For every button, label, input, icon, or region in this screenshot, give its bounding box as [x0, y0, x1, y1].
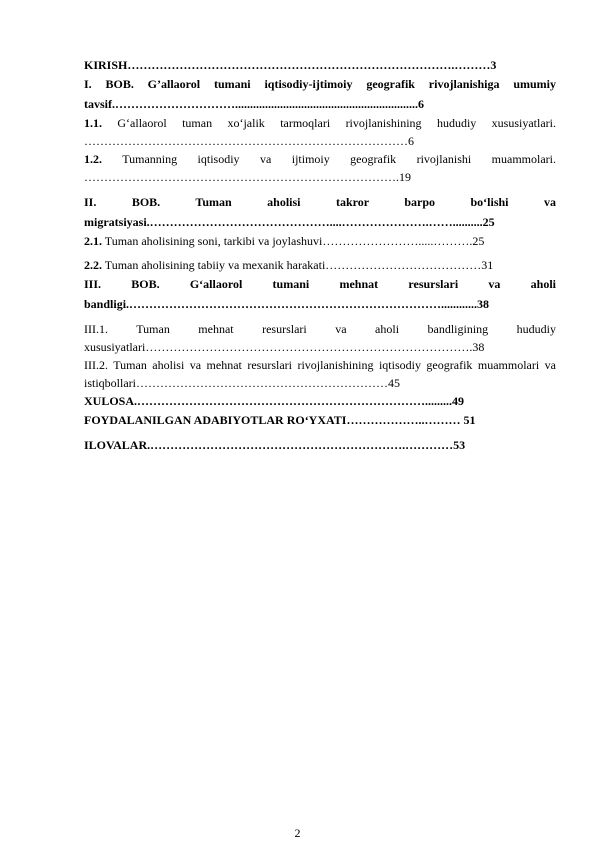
section-number: 2.1.	[84, 234, 102, 248]
toc-entry-chapter-2: II. BOB. Tuman aholisi takror barpo bo‘lishi va migratsiyasi.………………………………………....………………….……..........25	[84, 195, 556, 229]
toc-entry-section-3-1: III.1. Tuman mehnat resurslari va aholi bandligining hududiy xususiyatlari……………………………………………………………………….38	[84, 322, 556, 354]
toc-entry-chapter-1: I. BOB. G’allaorol tumani iqtisodiy-ijtimoiy geografik rivojlanishiga umumiy tavsif.………………………….............................................................6	[84, 77, 556, 111]
page-number: 2	[294, 826, 301, 840]
toc-entry-kirish: KIRISH……………………………………………………………………….………3	[84, 58, 497, 72]
toc-entry-xulosa: XULOSA.……………………………………………………………….........49	[84, 394, 465, 408]
toc-entry-section-1-1: 1.1. G‘allaorol tuman xo‘jalik tarmoqlari rivojlanishining hududiy xususiyatlari. ………………………………………………………………………6	[84, 116, 556, 148]
section-number: 1.2.	[84, 152, 102, 166]
table-of-contents	[84, 56, 556, 454]
toc-entry-section-1-2: 1.2. Tumanning iqtisodiy va ijtimoiy geografik rivojlanishi muammolari. …………………………………………………………………….19	[84, 152, 556, 184]
toc-entry-section-3-2: III.2. Tuman aholisi va mehnat resurslari rivojlanishining iqtisodiy geografik muammolari va istiqbollari………………………………………………………45	[84, 358, 556, 390]
toc-entry-section-2-1: 2.1. Tuman aholisining soni, tarkibi va joylashuvi…………………….....……….25	[84, 234, 485, 248]
toc-entry-bibliography: FOYDALANILGAN ADABIYOTLAR RO‘YXATI………………..……… 51	[84, 413, 476, 427]
toc-entry-appendices: ILOVALAR.……………………………………………………….…………53	[84, 438, 466, 452]
toc-entry-section-2-2: 2.2. Tuman aholisining tabiiy va mexanik harakati…………………………………31	[84, 258, 494, 272]
toc-entry-chapter-3: III. BOB. G‘allaorol tumani mehnat resurslari va aholi bandligi.……………………………………………………………………............38	[84, 277, 556, 311]
section-number: 1.1.	[84, 116, 102, 130]
section-number: 2.2.	[84, 258, 102, 272]
